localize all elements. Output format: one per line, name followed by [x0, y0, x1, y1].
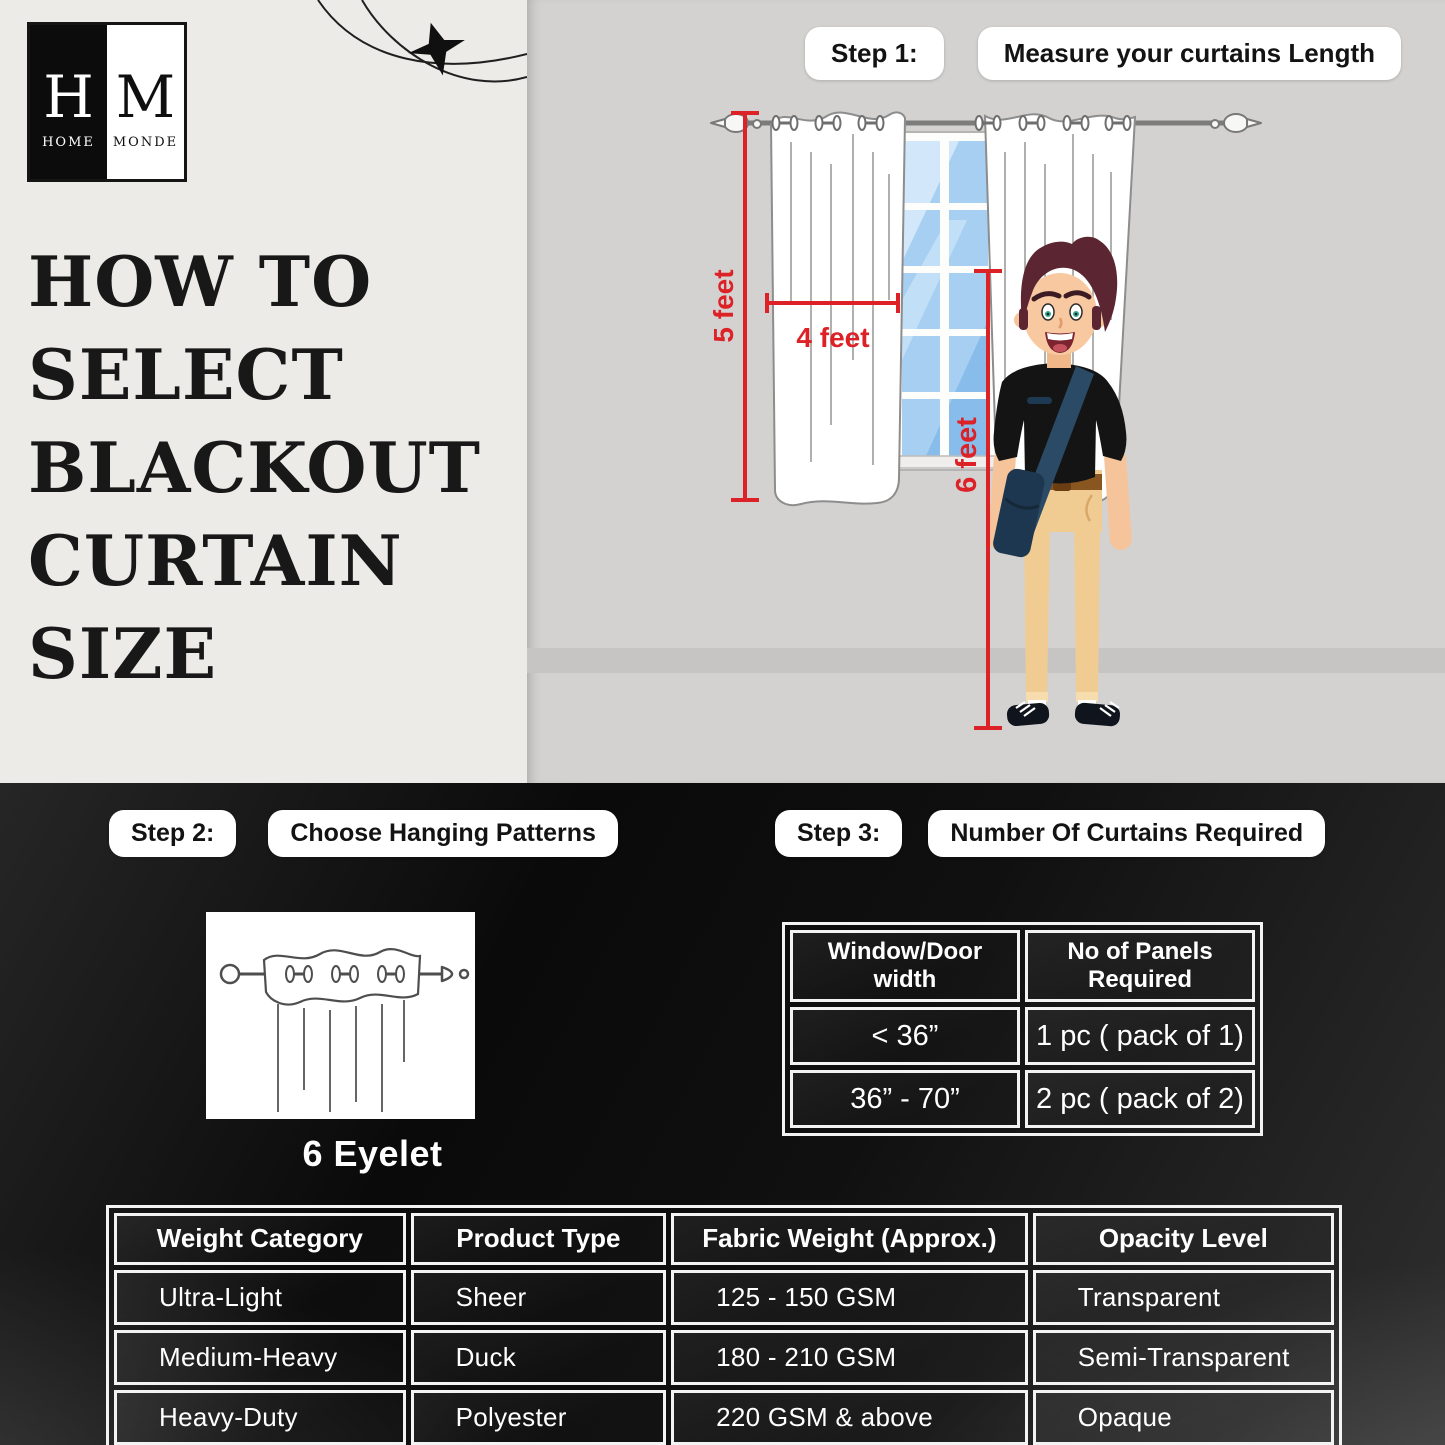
logo-word-home: HOME: [42, 135, 95, 150]
table-cell: Sheer: [411, 1270, 666, 1325]
panels-table-header-row: [790, 930, 1255, 1002]
title-line: SIZE: [28, 614, 218, 695]
logo-right-half: [107, 25, 184, 179]
table-row: [114, 1390, 1334, 1445]
table-cell: 2 pc ( pack of 2): [1025, 1070, 1255, 1128]
bottom-section: [0, 783, 1445, 1445]
panels-col-count: No of Panels Required: [1025, 930, 1255, 1002]
eyelet-pattern-card: [206, 912, 475, 1119]
curtain-drop-label: 5 feet: [708, 269, 739, 343]
logo-word-monde: MONDE: [112, 135, 179, 150]
step3-text-pill: Number Of Curtains Required: [928, 810, 1325, 857]
step1-header: [805, 27, 1401, 80]
step3-label-pill: Step 3:: [775, 810, 902, 857]
table-cell: Polyester: [411, 1390, 666, 1445]
fabric-col-product-type: Product Type: [411, 1213, 666, 1265]
table-row: [114, 1270, 1334, 1325]
eyelet-curtain-icon: [206, 912, 475, 1119]
table-cell: 125 - 150 GSM: [671, 1270, 1028, 1325]
eyelet-caption: 6 Eyelet: [302, 1133, 443, 1174]
table-cell: Medium-Heavy: [114, 1330, 406, 1385]
logo-monogram-m: M: [115, 63, 176, 131]
title-line: HOW TO: [28, 242, 373, 323]
step2-label-pill: Step 2:: [109, 810, 236, 857]
brand-logo: [27, 22, 187, 182]
table-cell: 1 pc ( pack of 1): [1025, 1007, 1255, 1065]
step3-header: [775, 810, 1325, 857]
table-cell: Transparent: [1033, 1270, 1334, 1325]
step1-panel: [527, 0, 1445, 783]
table-cell: 180 - 210 GSM: [671, 1330, 1028, 1385]
table-cell: Semi-Transparent: [1033, 1330, 1334, 1385]
sparkle-icon: [280, 0, 527, 115]
step1-text-pill: Measure your curtains Length: [978, 27, 1401, 80]
title-line: BLACKOUT: [28, 428, 482, 509]
fabric-col-fabric-weight: Fabric Weight (Approx.): [671, 1213, 1028, 1265]
panels-col-width: Window/Door width: [790, 930, 1020, 1002]
step2-header: [109, 810, 618, 857]
table-cell: Ultra-Light: [114, 1270, 406, 1325]
intro-panel: [0, 0, 527, 783]
table-row: [790, 1007, 1255, 1065]
table-row: [114, 1330, 1334, 1385]
table-cell: < 36”: [790, 1007, 1020, 1065]
fabric-col-weight-category: Weight Category: [114, 1213, 406, 1265]
table-cell: Opaque: [1033, 1390, 1334, 1445]
person-height-label: 6 feet: [951, 417, 983, 493]
table-cell: 220 GSM & above: [671, 1390, 1028, 1445]
curtain-left-panel: [771, 112, 905, 505]
table-cell: Heavy-Duty: [114, 1390, 406, 1445]
logo-monogram-h: H: [43, 63, 94, 131]
curtain-width-label: 4 feet: [796, 322, 870, 353]
step2-text-pill: Choose Hanging Patterns: [268, 810, 618, 857]
step1-label-pill: Step 1:: [805, 27, 944, 80]
table-row: [790, 1070, 1255, 1128]
fabric-table: [106, 1205, 1342, 1445]
title-line: CURTAIN: [28, 521, 403, 602]
fabric-col-opacity: Opacity Level: [1033, 1213, 1334, 1265]
fabric-table-header-row: [114, 1213, 1334, 1265]
logo-left-half: [30, 25, 107, 179]
table-cell: 36” - 70”: [790, 1070, 1020, 1128]
panels-table: [782, 922, 1263, 1136]
curtain-measurement-illustration: [527, 0, 1445, 783]
table-cell: Duck: [411, 1330, 666, 1385]
title-line: SELECT: [28, 335, 344, 416]
page-title: [28, 236, 481, 701]
